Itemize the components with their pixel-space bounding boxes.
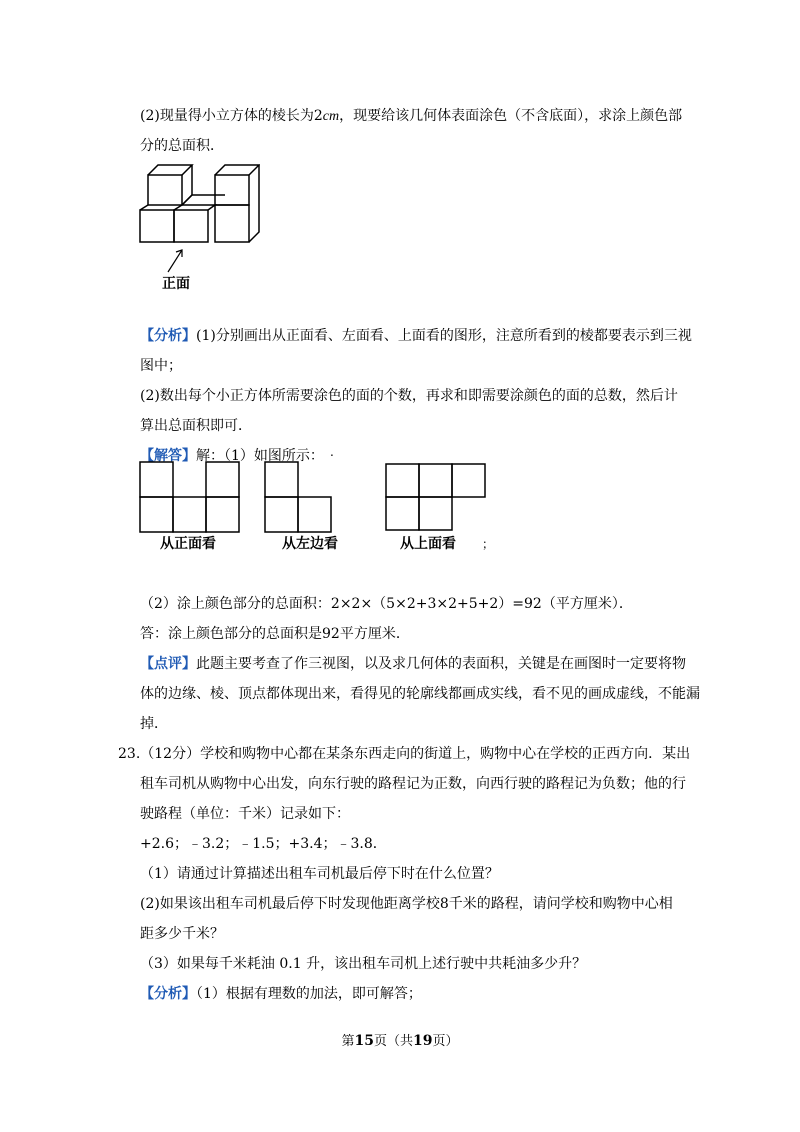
analysis-line	[140, 356, 182, 376]
total-pages: 19	[413, 1033, 433, 1049]
q23-line	[140, 864, 499, 884]
answer-line	[140, 594, 633, 614]
q23-text: 距多少千米？	[140, 926, 224, 942]
analysis-text: （1）根据有理数的加法，即可解答；	[196, 986, 422, 1002]
q23-line	[140, 894, 673, 914]
top-view-label: 从上面看	[400, 536, 456, 552]
answer-text: 答：涂上颜色部分的总面积是92平方厘米．	[140, 626, 410, 642]
analysis-line	[140, 326, 692, 346]
comment-line	[140, 714, 168, 734]
dot-mark: .	[330, 450, 334, 459]
comment-line	[140, 684, 700, 704]
analysis-text: 算出总面积即可．	[140, 418, 252, 434]
question-line	[140, 106, 682, 127]
comment-text: 掉．	[140, 716, 168, 732]
page-footer	[0, 1032, 800, 1051]
fig-label: 正面	[162, 276, 190, 292]
q23-line	[140, 774, 686, 794]
answer-text: 解：（1）如图所示：	[196, 448, 324, 464]
comment-line	[140, 654, 686, 674]
front-view-label: 从正面看	[160, 536, 216, 552]
analysis-line	[140, 416, 252, 436]
front-view	[140, 462, 239, 532]
q23-text: 租车司机从购物中心出发，向东行驶的路程记为正数，向西行驶的路程记为负数；他的行	[140, 776, 686, 792]
q23-text: 驶路程（单位：千米）记录如下：	[140, 806, 350, 822]
comment-text: 此题主要考查了作三视图，以及求几何体的表面积，关键是在画图时一定要将物	[196, 656, 686, 672]
analysis-text: (2)数出每个小正方体所需要涂色的面的个数，再求和即需要涂颜色的面的总数，然后计	[140, 388, 678, 404]
analysis-line	[140, 984, 422, 1004]
question-text: (2)现量得小立方体的棱长为2	[140, 108, 323, 124]
question-line	[140, 136, 224, 156]
q23-text: (2)如果该出租车司机最后停下时发现他距离学校8千米的路程，请问学校和购物中心相	[140, 896, 673, 912]
answer-tag: 【解答】	[140, 448, 196, 464]
footer-text: 页）	[432, 1034, 459, 1049]
q23-line	[140, 954, 586, 974]
q23-line	[140, 804, 350, 824]
comment-text: 体的边缘、棱、顶点都体现出来，看得见的轮廓线都画成实线，看不见的画成虚线，不能漏	[140, 686, 700, 702]
answer-line	[140, 624, 410, 644]
top-view	[386, 464, 485, 530]
q23-line	[140, 834, 387, 854]
unit-text: cm	[322, 109, 340, 124]
semicolon-mark: ；	[482, 537, 495, 551]
analysis-line	[140, 386, 678, 406]
q23-line	[140, 924, 224, 944]
three-views-figure	[130, 450, 510, 560]
analysis-text: (1)分别画出从正面看、左面看、上面看的图形，注意所看到的棱都要表示到三视	[196, 328, 692, 344]
q23-text: （3）如果每千米耗油 0.1 升，该出租车司机上述行驶中共耗油多少升？	[140, 956, 587, 972]
page-number: 15	[354, 1033, 374, 1049]
q23-text: （1）请通过计算描述出租车司机最后停下时在什么位置？	[140, 866, 499, 882]
q23-text: +2.6；﹣3.2；﹣1.5；+3.4；﹣3.8．	[140, 836, 387, 852]
q23-line	[118, 744, 690, 764]
question-text: ，现要给该几何体表面涂色（不含底面），求涂上颜色部	[339, 108, 683, 124]
footer-text: 第	[341, 1034, 355, 1049]
arrow-icon	[168, 250, 182, 272]
left-view-label: 从左边看	[282, 536, 338, 552]
cube-figure	[130, 160, 260, 292]
analysis-tag: 【分析】	[140, 986, 196, 1002]
answer-text: （2）涂上颜色部分的总面积：2×2×（5×2+3×2+5+2）=92（平方厘米）．	[140, 596, 633, 612]
cube-drawing	[140, 165, 259, 242]
left-view	[265, 462, 331, 532]
q23-text: 23.（12分）学校和购物中心都在某条东西走向的街道上，购物中心在学校的正西方向．某出	[118, 746, 691, 762]
question-text: 分的总面积．	[140, 138, 224, 154]
comment-tag: 【点评】	[140, 656, 196, 672]
footer-text: 页（共	[373, 1034, 413, 1049]
analysis-tag: 【分析】	[140, 328, 196, 344]
analysis-text: 图中；	[140, 358, 182, 374]
